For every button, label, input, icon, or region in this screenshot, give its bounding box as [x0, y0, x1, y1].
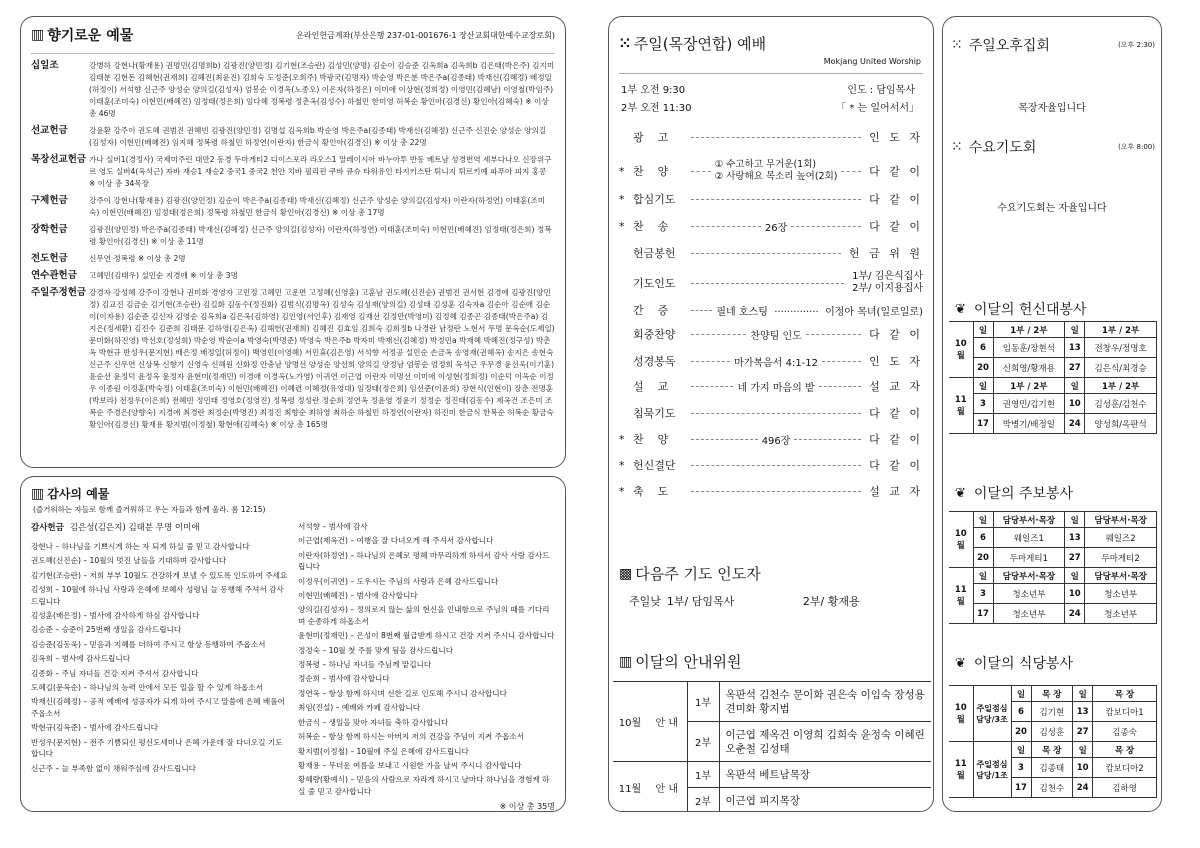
thanks-item: 강현나 – 하나님을 기쁘시게 하는 자 되게 하실 줄 믿고 감사합니다: [31, 542, 250, 551]
order-row: [619, 269, 923, 297]
usher-part: 2부: [687, 788, 719, 813]
service-header-cell: 일: [973, 378, 993, 394]
offering-names: 강경자 강성혜 강주이 강현나 권미화 경영자 고민정 고혜민 고운면 고정혜(신영훈) 고훈남 권도혜(신진순) 권범진 권서현 김경애 김광진(양민정) 김교진 김금순 김기현(조승란) 김길화 김동수(정진화) 김범식(김명옥) 김성숙 김성재(양의길) 김성태 김성훈 김숙자a 김순아 김순애 김순이(이자용) 김순준 김신자 김영순 김옥희a 김은옥(김하영) 김인영(서인후) 김재영 김재선 김정만(박영미) 김정혜 김종곤 김종태(박은주a) 김지은(정세환) 김진수 김준희 김태문 김하영(김은옥) 김해헌(권재희) 김혜진 김효임 김희숙 김희정b 나경란 남정란 노현서 무명 문옥순(도제일) 문미화(하진영) 박선호(정성희) 박순영 박순이a 박영숙(박명준) 박영숙 박은주b 박자미 박재신(김혜정) 박정민a 박재혜 박혜진(정구성) 박춘옥 박현규 반성우(문지현) 배은정 배정일(허정이) 백영민(이영혜) 서민휴(김은영) 서석향 서정공 설민순 손금옥 송영재(권혜옥) 송지은 송현숙 신근주 신무연 신상복 신향기 신영숙 신해원 신화정 안충남 양명선 양성순 양선희 양의길 양정남 엄봉순 엄정희 옥석근 우무경 윤선욱(이기훈) 윤순선 윤정덕 윤정옥 윤정자 윤현미(정재민) 이경애 이경옥(노가영) 이귀연 이근엽 이란자 이명선 이미애 이성현(정희정) 이순덕 이옥순 이정우 이종원 이정훈(박숙정) 이태훈(조미숙) 이현민(배혜진) 이혜련 이혜정(유영대) 임정태(정은희) 임선준(이윤희) 장현식(인현이) 장춘 전명훈(박보라) 전정우(이은희) 전혜빈 정민태 정영호(정영진) 정복령 정성란 정순희 정연옥 정윤영 정윤기 정정순 정진태(김동수) 제옥건 조은미 조복순 주경은(양향숙) 지경애 최경란 최정순(박명진) 최정진 최향순 최하영 최하순 하철민 하정연(이란자) 하진미 한금식 한복순 허복순 황금숙 황인아(김경신) 황재용 황지범(이정철) 황현애(김혜숙) ※ 이상 총 165명: [89, 288, 555, 429]
service-cell: 양성희/옥판석: [1085, 414, 1157, 434]
order-row: [619, 376, 923, 396]
next-prayer-title: ▩ 다음주 기도 인도자: [619, 565, 761, 583]
wednesday-header: ⁙ 수요기도회 (오후 8:00): [951, 139, 1155, 156]
worship-title: ⁙ 주일(목장연합) 예배: [619, 35, 767, 53]
service-cell: 박병기/배정일: [993, 414, 1065, 434]
order-who: 다 같 이: [869, 433, 923, 446]
thanks-item: 권도혜(신진순) – 10월의 멋진 날들을 기대하며 감사합니다: [31, 556, 227, 566]
service-month: [949, 512, 973, 568]
worship-panel: [608, 16, 934, 812]
service-cell: 3: [973, 584, 993, 604]
thanks-item: 김승준 – 승준이 25번째 생일을 감사드립니다: [31, 625, 182, 635]
order-who: 1부/ 김은식집사 2부/ 이지용집사: [852, 271, 923, 294]
offering-label: 전도헌금: [31, 253, 68, 264]
order-label: 축 도: [633, 485, 669, 498]
order-content: 찬양팀 인도: [750, 330, 802, 342]
order-star: *: [619, 219, 625, 233]
ushers-title: ▥ 이달의 안내위원: [619, 653, 742, 671]
service-month-num: 11: [954, 758, 967, 769]
service-header-cell: 1부 / 2부: [1085, 378, 1157, 394]
service-team: [973, 686, 1011, 742]
thanks-item: 서석향 – 범사에 감사: [298, 522, 368, 531]
offering-label: 십일조: [31, 60, 59, 71]
service-row: [949, 584, 1157, 604]
next-prayer-1: 1부/ 담임목사: [666, 595, 735, 608]
order-who: 설 교 자: [869, 485, 923, 498]
order-content: ① 수고하고 무거운(1회) ② 사랑해요 목소리 높여(2회): [714, 159, 838, 182]
service-month-unit: 월: [956, 596, 965, 607]
usher-part: 1부: [687, 682, 719, 722]
worship-subtitle: Mokjang United Worship: [823, 57, 921, 66]
usher-month: 10월: [613, 682, 647, 762]
service-header-cell: 목 장: [1093, 686, 1157, 702]
flower-icon: ❦: [955, 485, 966, 501]
service-cell: 27: [1065, 548, 1085, 568]
service-cell: 청소년부: [1085, 584, 1157, 604]
service-cell: 청소년부: [993, 604, 1065, 624]
worship-time-2: 2부 오전 11:30: [621, 103, 692, 114]
service-month: [949, 378, 973, 434]
order-content: 필네 호스팅 ·············· 이정아 목녀(일로일로): [716, 306, 923, 318]
service-month-num: 11: [954, 394, 967, 405]
order-row: [619, 157, 923, 185]
order-who: 다 같 이: [869, 328, 924, 341]
offering-label: 목장선교헌금: [31, 154, 87, 165]
usher-names: 이근엽 피지목장: [719, 788, 931, 813]
order-who: 헌 금 위 원: [849, 247, 923, 260]
order-dots: [691, 413, 861, 414]
service-cell: 27: [1073, 722, 1093, 742]
service-cell: 웨일즈2: [1085, 528, 1157, 548]
order-dots: [691, 386, 733, 387]
order-content: 마가복음서 4:1-12: [734, 357, 819, 369]
bulletin-table: [949, 511, 1157, 624]
order-label: 회중찬양: [633, 328, 676, 341]
usher-role: 안 내: [647, 762, 687, 813]
service-cell: 17: [1011, 778, 1031, 798]
thanks-item: 정순희 – 범사에 감사합니다: [298, 674, 390, 684]
service-cell: 20: [973, 358, 993, 378]
service-cell: 13: [1065, 338, 1085, 358]
order-who: 인 도 자: [869, 355, 923, 368]
order-dots: [691, 310, 712, 311]
service-month-num: 10: [954, 528, 967, 539]
offering-names: 강주이 강현나(황재용) 김광진(양민정) 김순이 박은주a(김종태) 박재신(김혜정) 신근주 양성순 양의길(김성자) 이란자(하정연) 이태훈(조미숙) 이현민(배혜진) 임정태(정은희) 정복령 하철민 한금식 황인아(김경신) ※ 이상 총 17명: [89, 196, 546, 217]
service-header-cell: 일: [1065, 322, 1085, 338]
usher-part: 1부: [687, 762, 719, 788]
order-row: [619, 300, 923, 320]
order-dots: [691, 283, 844, 284]
usher-month: 11월: [613, 762, 647, 813]
service-header-cell: 일: [1073, 686, 1093, 702]
thanks-item: 이란자(하정연) – 하나님의 은혜로 평혜 마무리하게 하셔서 감사 사랑 감사드립니다: [298, 550, 550, 572]
service-header-row: [949, 378, 1157, 394]
service-header-row: [949, 322, 1157, 338]
order-dots: [691, 253, 841, 254]
order-content: 496장: [761, 435, 791, 447]
order-dots: [822, 361, 861, 362]
order-dots: [691, 491, 861, 492]
order-row: [619, 429, 923, 449]
order-row: [619, 243, 923, 263]
service-cell: 3: [973, 394, 993, 414]
thanks-item: 김옥희 – 범사에 감사드립니다: [31, 654, 131, 664]
service-header-cell: 일: [1065, 512, 1085, 528]
service-cell: 10: [1073, 758, 1093, 778]
service-header-cell: 일: [1065, 378, 1085, 394]
offering-row: [31, 60, 555, 120]
order-dots: [791, 226, 861, 227]
offering-list: [31, 53, 555, 431]
service-header-cell: 일: [1065, 568, 1085, 584]
cafeteria-header: ❦ 이달의 식당봉사: [955, 655, 1074, 672]
offering-row: [31, 270, 555, 282]
service-header-cell: 일: [973, 322, 993, 338]
thanks-item: 신근주 – 늘 부족함 없이 채워주심에 감사드립니다: [31, 763, 196, 773]
order-star: *: [619, 164, 625, 178]
service-cell: 김기현: [1031, 702, 1073, 722]
thanks-right-column: [298, 521, 555, 812]
dot-marker-icon: ⁙: [619, 35, 628, 52]
offering-label: 선교헌금: [31, 125, 68, 136]
checker-marker-icon: ▩: [619, 565, 630, 582]
order-label: 성경봉독: [633, 355, 676, 368]
service-header-cell: 1부 / 2부: [993, 322, 1065, 338]
service-cell: 24: [1065, 604, 1085, 624]
ushers-table: [613, 681, 931, 812]
afternoon-header: ⁙ 주일오후집회 (오후 2:30): [951, 37, 1155, 54]
service-cell: 김은식/최경승: [1085, 358, 1157, 378]
service-header-cell: 일: [973, 512, 993, 528]
usher-names: 이근엽 제옥건 이영희 김희숙 윤정숙 이혜린 오춘철 김성태: [719, 722, 931, 762]
service-month-num: 10: [954, 702, 967, 713]
order-row: [619, 324, 923, 344]
service-row: [949, 414, 1157, 434]
service-cell: 24: [1073, 778, 1093, 798]
service-cell: 청소년부: [993, 584, 1065, 604]
cafeteria-table: [949, 685, 1157, 798]
wednesday-text: 수요기도회는 자율입니다: [997, 203, 1107, 214]
thanks-item: 정연옥 – 항상 함께 하시며 선한 길로 인도해 주시니 감사합니다: [298, 688, 507, 698]
service-cell: 6: [1011, 702, 1031, 722]
order-label: 찬 양: [633, 433, 669, 446]
order-dots: [819, 386, 861, 387]
service-cell: 24: [1065, 414, 1085, 434]
worship-note: 「 * 는 일어서서」: [836, 103, 919, 114]
thanks-verse: (즐거워하는 자들로 함께 즐거워하고 우는 자들과 함께 울라. 롬 12:15): [33, 505, 266, 514]
thanks-item: 최임(진설) – 예배와 카페 감사합니다: [298, 703, 421, 713]
devotion-header: ❦ 이달의 헌신대봉사: [955, 301, 1087, 318]
thanks-item: 윤현미(정재민) – 은성이 8번째 월급받게 하시고 건강 지켜 주시니 감사합니다: [298, 631, 555, 641]
account-info: 온라인헌금계좌(부산은행 237-01-001676-1 장산교회대한예수교장로회): [296, 30, 555, 40]
offering-row: [31, 195, 555, 219]
usher-role: 안 내: [647, 682, 687, 762]
thanks-item: 박재신(김혜정) – 공적 예배에 성공자가 되게 하여 주시고 말씀에 은혜 베풀어 주옵소서: [31, 697, 285, 718]
service-month: [949, 686, 973, 742]
service-row: [949, 358, 1157, 378]
service-month-unit: 월: [956, 350, 965, 361]
thanks-item: 반성우(문지현) – 전주 기쁨되신 평신도세미나 은혜 가운데 잘 다녀오길 기도합니다: [31, 737, 283, 759]
service-cell: 김천수: [1031, 778, 1073, 798]
service-header-cell: 일: [1011, 742, 1031, 758]
service-cell: 두마게티2: [1085, 548, 1157, 568]
services-panel: [942, 16, 1162, 812]
service-cell: 13: [1073, 702, 1093, 722]
order-who: 다 같 이: [869, 165, 923, 178]
service-header-row: [949, 742, 1157, 758]
offering-row: [31, 287, 555, 431]
thanks-item: 이현민(배혜진) – 범사에 감사합니다: [298, 591, 418, 601]
offering-names: 고혜민(김태우) 설민순 지경애 ※ 이상 총 3명: [89, 271, 238, 280]
thanks-item: 황혜량(황예식) – 믿음의 사람으로 자라게 하시고 날마다 하나님을 경험케 하실 줄 믿고 감사합니다: [298, 775, 550, 796]
service-header-cell: 목 장: [1031, 742, 1073, 758]
service-header-cell: 목 장: [1031, 686, 1073, 702]
next-prayer-2: 2부/ 황재용: [802, 595, 860, 608]
service-team-sub: 담당/3조: [976, 714, 1008, 724]
worship-leader: 인도 : 담임목사: [847, 85, 915, 96]
service-row: [949, 528, 1157, 548]
service-cell: 3: [1011, 758, 1031, 778]
service-cell: 17: [973, 604, 993, 624]
offering-panel: [20, 16, 566, 468]
order-dots: [691, 171, 711, 172]
order-label: 침묵기도: [633, 407, 676, 420]
order-row: [619, 403, 923, 423]
service-month-num: 10: [954, 338, 967, 349]
order-dots: [691, 361, 730, 362]
service-month-num: 11: [954, 584, 967, 595]
order-content: 네 가지 마음의 밭: [737, 382, 815, 394]
order-star: *: [619, 432, 625, 446]
service-cell: 웨일즈1: [993, 528, 1065, 548]
service-row: [949, 548, 1157, 568]
service-cell: 캄보디아2: [1093, 758, 1157, 778]
next-prayer-day: 주일낮: [629, 595, 661, 608]
service-cell: 신희영/황재용: [993, 358, 1065, 378]
grid-marker-icon: ▥: [31, 27, 42, 43]
service-row: [949, 338, 1157, 358]
service-cell: 6: [973, 338, 993, 358]
order-content: 26장: [764, 222, 788, 234]
service-cell: 20: [1011, 722, 1031, 742]
service-header-row: [949, 512, 1157, 528]
order-dots: [691, 334, 746, 335]
service-cell: 17: [973, 414, 993, 434]
order-dots: [691, 439, 758, 440]
service-month-unit: 월: [956, 714, 965, 725]
dot-marker-icon: ⁙: [951, 37, 963, 53]
thanks-item: 황지범(이정철) – 10월에 주실 은혜에 감사드립니다: [298, 746, 469, 756]
offering-label: 구제헌금: [31, 195, 68, 206]
order-dots: [794, 439, 861, 440]
service-header-row: [949, 686, 1157, 702]
offering-label: 연수관헌금: [31, 270, 77, 281]
flower-icon: ❦: [955, 655, 966, 671]
order-dots: [806, 334, 861, 335]
thanks-panel: [20, 476, 566, 812]
order-label: 헌신결단: [633, 459, 676, 472]
thanks-first-label: 감사헌금: [31, 523, 64, 533]
offering-names: 강윤환 강주이 권도혜 권범진 권혜빈 김광진(양민정) 김명섭 김옥희b 박순영 박은주a(김종태) 박재신(김혜정) 신근주 신진순 양성순 양의길(김성자) 이현민(배혜진) 임지혜 정복령 하철민 하정연(이란자) 한금식 황인아(김경신) ※ 이상 총 22명: [89, 126, 547, 147]
flower-icon: ❦: [955, 301, 966, 317]
offering-names: 신무연 정복령 ※ 이상 총 2명: [89, 254, 186, 263]
order-dots: [841, 171, 861, 172]
thanks-left-column: [31, 521, 288, 812]
order-row: [619, 351, 923, 371]
thanks-item: 이근엽(제옥건) – 여행을 잘 다녀오게 해 주셔서 감사합니다: [298, 536, 494, 546]
usher-row: [613, 762, 931, 788]
order-star: *: [619, 458, 625, 472]
service-cell: 김성훈/김천수: [1085, 394, 1157, 414]
order-row: [619, 455, 923, 475]
order-label: 합심기도: [633, 193, 676, 206]
offering-names: 강병하 강현나(황재용) 권명민(김명희b) 김광진(양민정) 김기현(조승란) 김성민(양명) 김순이 김승준 김옥희a 김옥희b 김은태(박은주) 김지미 김태분 김현돈 김혜현(권재희) 김혜진(최윤진) 김희숙 도정준(오희주) 박광국(김명자) 박순영 박은분 박은주a(김종태) 박재신(김혜정) 배정일(허정이) 서석향 신근주 양성순 양의길(김성자) 엄봉순 이경옥(노종오) 이은자(하정은) 이미애 이상현(정희정) 이영민(김혜남) 이영철(박임주) 이태훈(조미숙) 이현민(배혜진) 임정태(정은희) 임다혜 정복령 정춘옥(김성수) 하철민 한미영 허복순 황인아(김경신) 황인아(김혜숙) ※ 이상 총 46명: [89, 61, 555, 118]
order-star: *: [619, 484, 625, 498]
service-header-cell: 담당부서·목장: [1085, 512, 1157, 528]
grid-marker-icon: ▥: [619, 653, 630, 670]
thanks-item: 이정우(이귀연) – 도우시는 주님의 사랑과 은혜 감사드립니다: [298, 576, 499, 586]
service-cell: 임동훈/장현석: [993, 338, 1065, 358]
offering-row: [31, 224, 555, 248]
grid-marker-icon: ▥: [31, 485, 42, 502]
afternoon-text: 목장자율입니다: [1018, 103, 1086, 114]
order-who: 다 같 이: [869, 193, 923, 206]
thanks-item: 정복령 – 하나님 자녀들 주님께 맡깁니다: [298, 660, 432, 670]
order-who: 설 교 자: [869, 380, 923, 393]
offering-row: [31, 125, 555, 149]
service-cell: 김성훈: [1031, 722, 1073, 742]
service-header-cell: 일: [973, 568, 993, 584]
order-label: 찬 송: [633, 220, 669, 233]
usher-names: 옥판석 베트남목장: [719, 762, 931, 788]
thanks-item: 김승준(김동욱) – 믿음과 지혜를 더하여 주시고 항상 동행하여 주옵소서: [31, 639, 266, 649]
order-dots: [691, 226, 761, 227]
usher-names: 옥판석 김천수 문이화 권은숙 이임숙 장성용 견미화 황지범: [719, 682, 931, 722]
offering-row: [31, 253, 555, 265]
service-row: [949, 394, 1157, 414]
order-label: 헌금봉헌: [633, 247, 676, 260]
thanks-item: 정정숙 – 10월 첫 주를 맞게 됨을 감사드립니다: [298, 645, 454, 655]
worship-time-1: 1부 오전 9:30: [621, 85, 686, 96]
service-cell: 6: [973, 528, 993, 548]
service-cell: 13: [1065, 528, 1085, 548]
order-who: 인 도 자: [869, 131, 923, 144]
service-cell: 전창우/정명호: [1085, 338, 1157, 358]
offering-label: 장학헌금: [31, 224, 68, 235]
service-cell: 김종태: [1031, 758, 1073, 778]
thanks-item: 김성희 – 10월에 하나님 사랑과 은혜에 보혜사 성령님 늘 동행해 주셔서 감사드립니다: [31, 585, 284, 606]
service-cell: 두마게티1: [993, 548, 1065, 568]
offering-names: 김광진(양민정) 박은주a(김종태) 박재신(김혜정) 신근주 양의길(김성자) 이란자(하정연) 이태훈(조미숙) 이현민(배혜진) 임정태(정은희) 정복령 황인아(김경신) ※ 이상 총 11명: [89, 225, 552, 246]
devotion-table: [949, 321, 1157, 434]
service-team-sub: 담당/1조: [976, 770, 1008, 780]
order-label: 간 증: [633, 304, 669, 317]
usher-row: [613, 682, 931, 722]
order-row: [619, 127, 923, 147]
order-row: [619, 481, 923, 501]
thanks-item: 도혜길(문옥순) – 하나님의 능력 안에서 모든 일을 할 수 있게 하옵소서: [31, 683, 263, 693]
offering-row: [31, 154, 555, 190]
service-cell: 김하영: [1093, 778, 1157, 798]
service-header-cell: 담당부서·목장: [993, 512, 1065, 528]
service-cell: 김종숙: [1093, 722, 1157, 742]
thanks-item: 김기현(조승란) – 저희 부부 10월도 건강하게 보낼 수 있도록 인도하여 주세요: [31, 570, 288, 580]
order-label: 기도인도: [633, 277, 676, 290]
service-header-cell: 일: [1073, 742, 1093, 758]
thanks-item: 한금식 – 생일을 맞아 자녀들 축하 감사합니다: [298, 717, 449, 727]
thanks-item: 김성훈(배은정) – 범사에 감사하게 하심 감사합니다: [31, 611, 200, 621]
order-dots: [691, 199, 861, 200]
thanks-title: ▥ 감사의 예물: [31, 485, 110, 502]
service-month: [949, 568, 973, 624]
thanks-item: 허복순 – 항상 함께 하시는 아버지 저의 건강을 주님이 지켜 주옵소서: [298, 732, 524, 742]
service-header-cell: 담당부서·목장: [1085, 568, 1157, 584]
service-month: [949, 322, 973, 378]
service-month-unit: 월: [956, 406, 965, 417]
order-dots: [691, 137, 861, 138]
thanks-first-text: 김은성(김은지) 김태분 무명 이미애: [69, 523, 200, 533]
thanks-item: 박현규(김옥준) – 범사에 감사드립니다: [31, 723, 158, 733]
usher-part: 2부: [687, 722, 719, 762]
thanks-item: 양의길(김성자) – 정의로지 않는 삶의 현신을 인내함으로 주님의 때를 기다리며 순종하게 하옵소서: [298, 605, 550, 626]
service-cell: 10: [1065, 394, 1085, 414]
thanks-item: 황재용 – 무더운 여름을 보내고 시원한 가을 날씨 주시니 감사합니다: [298, 760, 522, 770]
offering-title: ▥ 향기로운 예물: [31, 27, 134, 44]
service-header-cell: 일: [1011, 686, 1031, 702]
order-star: *: [619, 192, 625, 206]
order-who: 다 같 이: [869, 459, 923, 472]
order-dots: [691, 465, 861, 466]
bulletin-header: ❦ 이달의 주보봉사: [955, 485, 1074, 502]
dot-marker-icon: ⁙: [951, 139, 963, 155]
service-cell: 27: [1065, 358, 1085, 378]
service-header-cell: 1부 / 2부: [993, 378, 1065, 394]
offering-label: 주일주정헌금: [31, 287, 87, 298]
service-cell: 캄보디아1: [1093, 702, 1157, 722]
order-row: [619, 216, 923, 236]
service-row: [949, 604, 1157, 624]
order-who: 다 같 이: [869, 407, 923, 420]
service-cell: 권영민/김기현: [993, 394, 1065, 414]
service-month: [949, 742, 973, 798]
service-header-cell: 목 장: [1093, 742, 1157, 758]
service-cell: 청소년부: [1085, 604, 1157, 624]
order-label: 찬 양: [633, 165, 669, 178]
order-row: [619, 189, 923, 209]
service-header-cell: 1부 / 2부: [1085, 322, 1157, 338]
offering-names: 가나 실버1(경정사) 국제미주린 대만2 동경 두마게티2 디이스포라 라오스1 말레이시아 바누아투 반동 베트남 성경번역 세부다나오 신장위구르 영도 실버4(옥석근) 자바 재승1 재승2 중국1 중국2 천안 치바 필리핀 쿠바 큐슈 타워유인 타지키스탄 튀니지 튀르키예 파푸아 피지 홍콩 ※ 이상 총 34목장: [89, 155, 552, 188]
service-team-name: 주일점심: [976, 759, 1008, 769]
order-label: 광 고: [633, 131, 669, 144]
service-cell: 10: [1065, 584, 1085, 604]
service-team: [973, 742, 1011, 798]
service-header-row: [949, 568, 1157, 584]
service-month-unit: 월: [956, 770, 965, 781]
order-label: 설 교: [633, 380, 669, 393]
service-month-unit: 월: [956, 540, 965, 551]
order-who: 다 같 이: [869, 220, 924, 233]
service-cell: 20: [973, 548, 993, 568]
service-header-cell: 담당부서·목장: [993, 568, 1065, 584]
thanks-total: ※ 이상 총 35명: [499, 802, 555, 812]
service-team-name: 주일점심: [976, 703, 1008, 713]
thanks-item: 김종화 – 주님 자녀들 건강 지켜 주셔서 감사합니다: [31, 668, 199, 678]
